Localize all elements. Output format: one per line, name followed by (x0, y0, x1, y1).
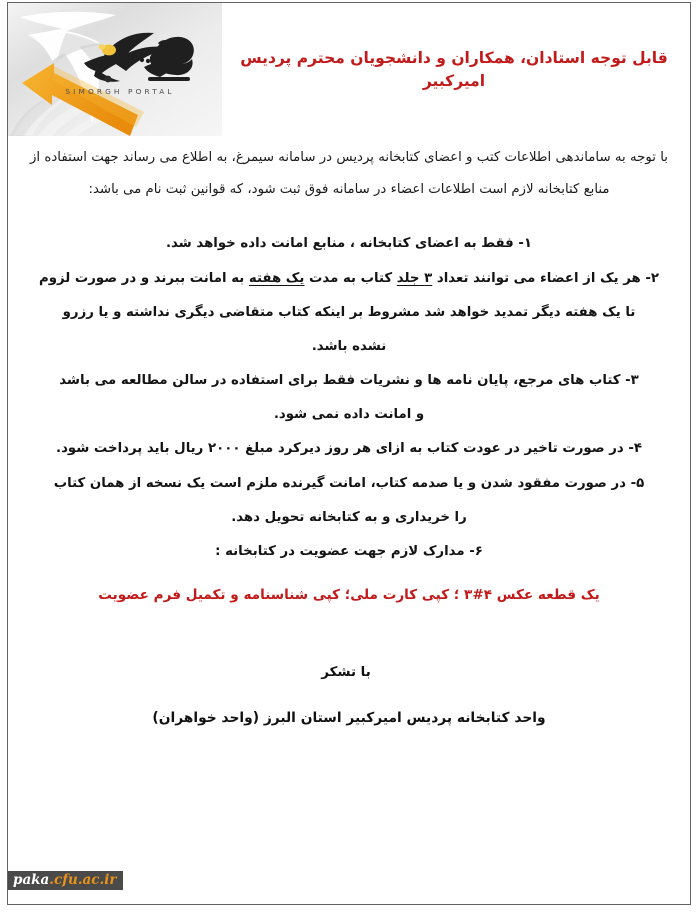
page-title: قابل توجه استادان، همکاران و دانشجویان محترم پردیس امیرکبیر (240, 49, 668, 91)
rule-item-4: ۴- در صورت تاخیر در عودت کتاب به ازای هر روز دیرکرد مبلغ ۲۰۰۰ ریال باید پرداخت شود. (56, 441, 642, 457)
svg-text:SIMORGH PORTAL: SIMORGH PORTAL (65, 87, 175, 96)
rule-item-5-line-1: ۵- در صورت مفقود شدن و یا صدمه کتاب، امانت گیرنده ملزم است یک نسخه از همان کتاب (53, 475, 645, 491)
signoff-unit: واحد کتابخانه پردیس امیرکبیر استان البرز (واحد خواهران) (152, 710, 546, 727)
simorgh-bird-logo-icon (8, 3, 222, 136)
required-documents-text: یک قطعه عکس ۴#۳ ؛ کپی کارت ملی؛ کپی شناسنامه و تکمیل فرم عضویت (98, 587, 600, 604)
document-body (8, 136, 690, 726)
rule-item-2-line-3: نشده باشد. (311, 338, 387, 354)
signoff-block (8, 665, 690, 726)
rule-2-underline-duration: یک هفته (248, 270, 305, 286)
watermark-prefix: paka (13, 872, 50, 888)
rule-item-2-line-1: ۲- هر یک از اعضاء می توانند تعداد ۳ جلد کتاب به مدت یک هفته به امانت ببرند و در صورت لزوم (38, 270, 660, 286)
simorgh-portal-logo (8, 3, 222, 136)
rules-list (32, 228, 666, 568)
intro-paragraph: با توجه به ساماندهی اطلاعات کتب و اعضای کتابخانه پردیس در سامانه سیمرغ، به اطلاع می رساند جهت استفاده از منابع کتابخانه لازم است اطلاعات اعضاء در سامانه فوق ثبت شود، که قوانین ثبت نام می باشد: (30, 150, 668, 198)
rule-item-3-line-1: ۳- کتاب های مرجع، پایان نامه ها و نشریات فقط برای استفاده در سالن مطالعه می باشد (59, 373, 639, 389)
rule-item-1: ۱- فقط به اعضای کتابخانه ، منابع امانت داده خواهد شد. (165, 236, 533, 252)
footer-watermark (8, 871, 123, 890)
signoff-thanks: با تشکر (321, 665, 371, 681)
rule-2-underline-copies: ۳ جلد (396, 270, 433, 286)
rule-item-3-line-2: و امانت داده نمی شود. (273, 407, 425, 423)
rule-item-6: ۶- مدارک لازم جهت عضویت در کتابخانه : (215, 543, 483, 559)
watermark-domain: .cfu.ac.ir (49, 872, 117, 888)
rule-item-5-line-2: را خریداری و به کتابخانه تحویل دهد. (231, 509, 467, 525)
rule-item-2-line-2: تا یک هفته دیگر تمدید خواهد شد مشروط بر اینکه کتاب متقاضی دیگری نداشته و یا رزرو (62, 304, 636, 320)
document-header-banner (8, 3, 690, 136)
